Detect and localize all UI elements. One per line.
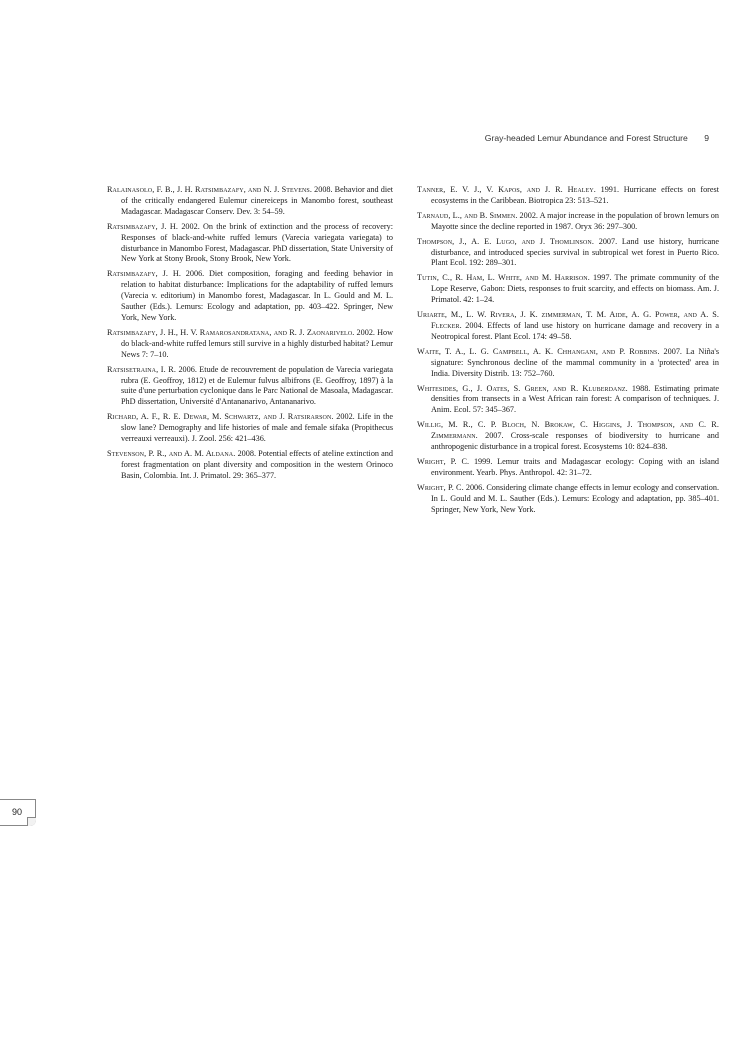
reference-entry (107, 185, 393, 218)
reference-entry (417, 185, 719, 207)
reference-text: 2007. Cross-scale responses of biodiversity to hurricane and anthropogenic disturbance in a tropical forest. Ecosystems 10: 824–838. (431, 431, 719, 452)
reference-authors: Richard, A. F., R. E. Dewar, M. Schwartz, and J. Ratsirarson. (107, 412, 334, 422)
reference-text: 1999. Lemur traits and Madagascar ecology: Coping with an island environment. Yearb. Phys. Anthropol. 42: 31–72. (431, 456, 720, 477)
reference-authors: Stevenson, P. R., and A. M. Aldana. (107, 448, 236, 458)
reference-text: 1997. The primate community of the Lope Reserve, Gabon: Diets, responses to fruit scarcity, and effects on biomass. Am. J. Primatol. 42: 1–24. (431, 273, 719, 305)
reference-authors: Whitesides, G., J. Oates, S. Green, and R. Kluberdanz. (417, 383, 628, 393)
reference-entry (417, 347, 719, 380)
reference-text: 1988. Estimating primate densities from transects in a West African rain forest: A comparison of techniques. J. Anim. Ecol. 57: 345–367. (431, 383, 719, 415)
reference-entry (417, 310, 719, 343)
reference-text: 2006. Etude de recouvrement de population de Varecia variegata rubra (E. Geoffroy, 1812) et de Eulemur fulvus albifrons (E. Geoffroy, 1897) à la suite d'une perturbation cyclonique dans le Parc National de Masoala, Madagascar. PhD dissertation, Université d'Antananarivo, Antananarivo. (121, 364, 394, 407)
reference-authors: Ratsimbazafy, J. H. (107, 221, 179, 231)
reference-authors: Ralainasolo, F. B., J. H. Ratsimbazafy, and N. J. Stevens. (107, 185, 312, 194)
reference-entry (417, 273, 719, 306)
references-left-column (107, 185, 393, 486)
reference-authors: Ratsimbazafy, J. H., H. V. Ramarosandratana, and R. J. Zaonarivelo. (107, 327, 355, 337)
reference-entry (417, 237, 719, 270)
reference-text: 1991. Hurricane effects on forest ecosystems in the Caribbean. Biotropica 23: 513–521. (431, 185, 719, 205)
reference-authors: Wright, P. C. (417, 456, 470, 466)
reference-authors: Tanner, E. V. J., V. Kapos, and J. R. Healey. (417, 185, 596, 194)
reference-entry (417, 420, 719, 453)
reference-entry (107, 365, 393, 409)
running-header (485, 133, 709, 143)
reference-authors: Tutin, C., R. Ham, L. White, and M. Harrison. (417, 273, 590, 283)
reference-authors: Waite, T. A., L. G. Campbell, A. K. Chhangani, and P. Robbins. (417, 346, 660, 356)
reference-authors: Ratsisetraina, I. R. (107, 364, 176, 374)
reference-entry (107, 449, 393, 482)
reference-text: 2007. La Niña's signature: Synchronous decline of the mammal community in a 'protected' area in India. Diversity Distrib. 13: 752–760. (431, 346, 719, 378)
reference-text: 2007. Land use history, hurricane disturbance, and introduced species survival in subtropical wet forest in Puerto Rico. Plant Ecol. 192: 289–301. (431, 236, 720, 268)
reference-text: 2002. Life in the slow lane? Demography and life histories of male and female sifaka (Propithecus verreauxi verreauxi). J. Zool. 256: 421–436. (121, 412, 394, 444)
running-title: Gray-headed Lemur Abundance and Forest Structure (484, 133, 688, 143)
references-right-column (417, 185, 719, 519)
reference-text: 2002. How do black-and-white ruffed lemurs still survive in a highly disturbed habitat? Lemur News 7: 7–10. (121, 327, 393, 359)
reference-authors: Thompson, J., A. E. Lugo, and J. Thomlinson. (417, 236, 594, 246)
page-curl-icon (27, 817, 36, 826)
reference-authors: Willig, M. R., C. P. Bloch, N. Brokaw, C. Higgins, J. Thompson, and C. R. Zimmermann. (417, 420, 719, 441)
reference-authors: Tarnaud, L., and B. Simmen. (417, 210, 518, 220)
reference-text: 2002. A major increase in the population of brown lemurs on Mayotte since the decline reported in 1987. Oryx 36: 297–300. (431, 210, 719, 231)
reference-authors: Wright, P. C. (417, 482, 464, 492)
header-page-number: 9 (704, 133, 709, 143)
reference-entry (107, 412, 393, 445)
reference-entry (417, 211, 719, 233)
reference-authors: Uriarte, M., L. W. Rivera, J. K. zimmerman, T. M. Aide, A. G. Power, and A. S. Flecker. (417, 310, 719, 330)
reference-text: 2002. On the brink of extinction and the process of recovery: Responses of black-and-white ruffed lemurs (Varecia variegata variegata) to disturbance in Manombo Forest, Madagascar. PhD dissertation, State University of New York at Stony Brook, Stony Brook, New York. (121, 221, 394, 264)
reference-text: 2008. Behavior and diet of the critically endangered Eulemur cinereiceps in Manombo forest, southeast Madagascar. Madagascar Conserv. Dev. 3: 54–59. (121, 185, 393, 216)
reference-text: 2006. Diet composition, foraging and feeding behavior in relation to habitat disturbance: Implications for the adaptability of ruffed lemurs (Varecia v. editorium) in Manombo forest, Madagascar. In L. Gould and M. L. Sauther (Eds.). Lemurs: Ecology and adaptation, pp. 403–422. Springer, New York, New York. (121, 269, 394, 322)
reference-entry (417, 384, 719, 417)
reference-text: 2008. Potential effects of ateline extinction and forest fragmentation on plant diversity and composition in the western Orinoco Basin, Colombia. Int. J. Primatol. 29: 365–377. (121, 448, 393, 480)
reference-entry (417, 457, 719, 479)
reference-entry (107, 269, 393, 324)
reference-entry (417, 483, 719, 516)
reference-text: 2006. Considering climate change effects in lemur ecology and conservation. In L. Gould and M. L. Sauther (Eds.). Lemurs: Ecology and adaptation, pp. 385–401. Springer, New York, New York. (431, 482, 720, 514)
reference-authors: Ratsimbazafy, J. H. (107, 269, 182, 279)
page-number: 90 (12, 807, 23, 817)
reference-entry (107, 222, 393, 266)
reference-entry (107, 328, 393, 361)
page-number-tab (0, 799, 36, 826)
reference-text: 2004. Effects of land use history on hurricane damage and recovery in a Neotropical forest. Plant Ecol. 174: 49–58. (431, 320, 719, 341)
